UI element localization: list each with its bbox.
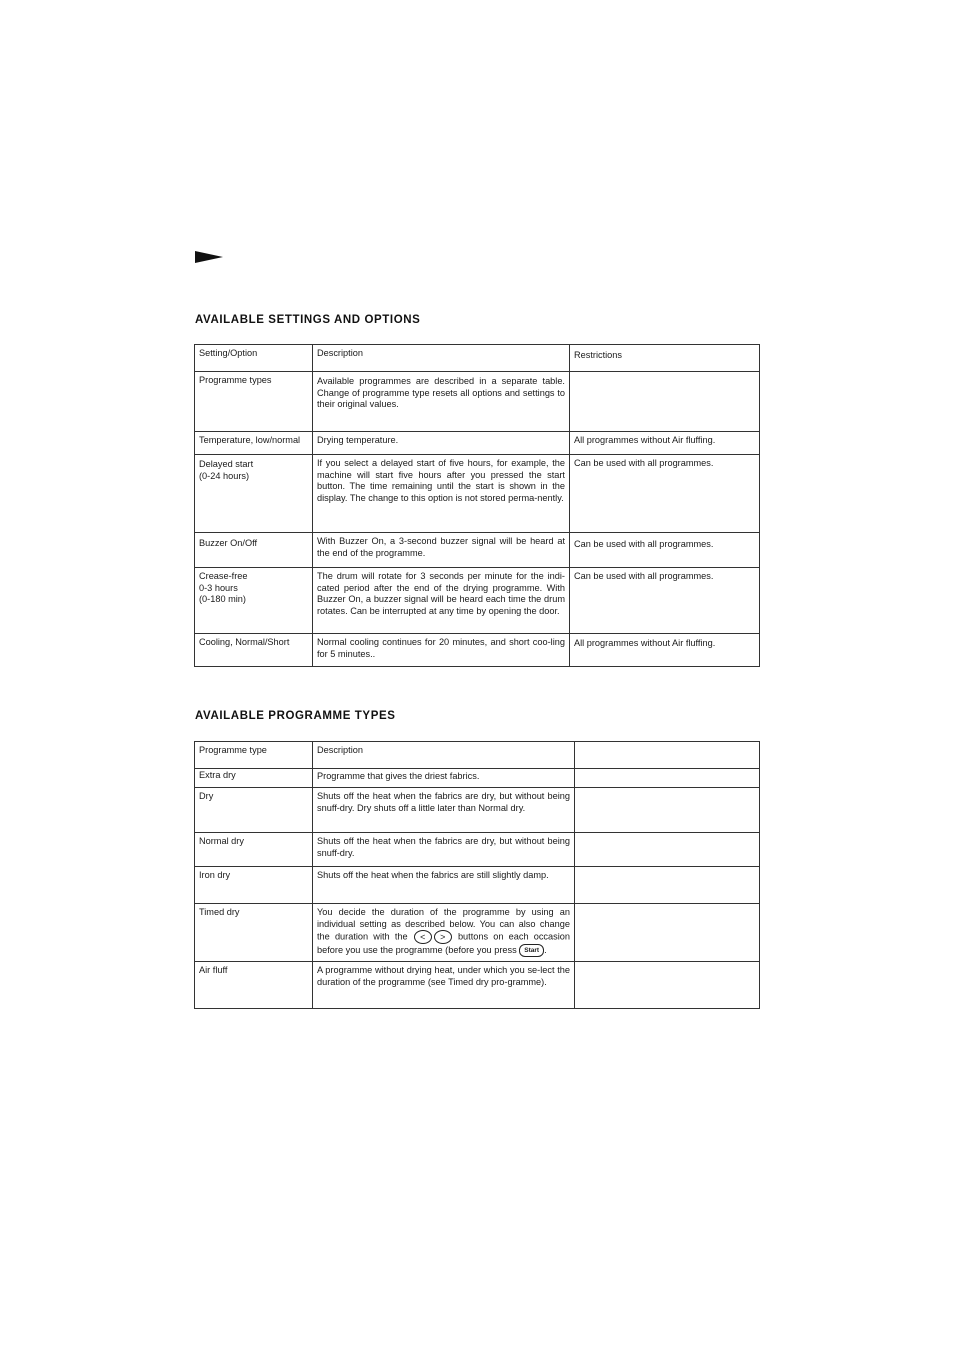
programme-type-cell: Timed dry xyxy=(195,904,313,962)
restrictions-cell: All programmes without Air fluffing. xyxy=(570,634,760,667)
table-row xyxy=(195,455,760,533)
description-cell: Drying temperature. xyxy=(313,432,570,455)
restrictions-cell xyxy=(570,372,760,432)
table-row xyxy=(195,788,760,833)
programmes-heading: AVAILABLE PROGRAMME TYPES xyxy=(195,710,396,722)
table-row xyxy=(195,634,760,667)
setting-cell: Buzzer On/Off xyxy=(195,533,313,568)
right-chevron-button-icon: > xyxy=(434,930,452,944)
description-cell: Normal cooling continues for 20 minutes, and short coo-ling for 5 minutes.. xyxy=(313,634,570,667)
description-cell: If you select a delayed start of five hours, for example, the machine will start five hours after you pressed the start button. The time remaining until the start is shown in the display. The change to this option is not stored perma-nently. xyxy=(313,455,570,533)
table-row xyxy=(195,769,760,788)
header-description: Description xyxy=(313,742,575,769)
table-row xyxy=(195,904,760,962)
restrictions-cell: Can be used with all programmes. xyxy=(570,455,760,533)
header-description: Description xyxy=(313,345,570,372)
empty-cell xyxy=(575,769,760,788)
description-cell: Shuts off the heat when the fabrics are dry, but without being snuff-dry. xyxy=(313,833,575,867)
table-row xyxy=(195,568,760,634)
programme-type-cell: Dry xyxy=(195,788,313,833)
empty-cell xyxy=(575,904,760,962)
header-programme-type: Programme type xyxy=(195,742,313,769)
empty-cell xyxy=(575,962,760,1009)
description-cell xyxy=(313,904,575,962)
arrow-pointer-icon xyxy=(195,251,223,263)
table-header-row xyxy=(195,345,760,372)
restrictions-cell: All programmes without Air fluffing. xyxy=(570,432,760,455)
setting-cell: Temperature, low/normal xyxy=(195,432,313,455)
programme-type-cell: Iron dry xyxy=(195,867,313,904)
table-row xyxy=(195,962,760,1009)
setting-cell: Delayed start (0-24 hours) xyxy=(195,455,313,533)
table-row xyxy=(195,833,760,867)
settings-heading: AVAILABLE SETTINGS AND OPTIONS xyxy=(195,314,421,326)
empty-cell xyxy=(575,788,760,833)
programme-type-cell: Normal dry xyxy=(195,833,313,867)
description-cell: Programme that gives the driest fabrics. xyxy=(313,769,575,788)
settings-table xyxy=(194,344,760,667)
description-cell: Shuts off the heat when the fabrics are dry, but without being snuff-dry. Dry shuts off a little later than Normal dry. xyxy=(313,788,575,833)
start-button-icon: Start xyxy=(519,944,544,957)
setting-cell: Programme types xyxy=(195,372,313,432)
timed-dry-text-end: . xyxy=(544,945,547,956)
header-restrictions: Restrictions xyxy=(570,345,760,372)
timed-dry-text-middle: buttons on each occasion before you use the programme (before you press xyxy=(317,931,570,956)
table-header-row xyxy=(195,742,760,769)
description-cell: Available programmes are described in a separate table. Change of programme type resets all options and settings to their original values. xyxy=(313,372,570,432)
programmes-table xyxy=(194,741,760,1009)
table-row xyxy=(195,372,760,432)
empty-cell xyxy=(575,833,760,867)
restrictions-cell: Can be used with all programmes. xyxy=(570,568,760,634)
description-cell: The drum will rotate for 3 seconds per minute for the indi-cated period after the end of the drying programme. With Buzzer On, a buzzer signal will be heard each time the drum rotates. Can be interrupted at any time by opening the door. xyxy=(313,568,570,634)
description-cell: With Buzzer On, a 3-second buzzer signal will be heard at the end of the programme. xyxy=(313,533,570,568)
header-setting: Setting/Option xyxy=(195,345,313,372)
setting-cell: Cooling, Normal/Short xyxy=(195,634,313,667)
header-empty xyxy=(575,742,760,769)
restrictions-cell: Can be used with all programmes. xyxy=(570,533,760,568)
programme-type-cell: Extra dry xyxy=(195,769,313,788)
programme-type-cell: Air fluff xyxy=(195,962,313,1009)
table-row xyxy=(195,432,760,455)
description-cell: Shuts off the heat when the fabrics are still slightly damp. xyxy=(313,867,575,904)
table-row xyxy=(195,867,760,904)
left-chevron-button-icon: < xyxy=(414,930,432,944)
table-row xyxy=(195,533,760,568)
description-cell: A programme without drying heat, under which you se-lect the duration of the programme (see Timed dry pro-gramme). xyxy=(313,962,575,1009)
setting-cell: Crease-free 0-3 hours (0-180 min) xyxy=(195,568,313,634)
timed-dry-text-start: You decide the duration of the programme by using an individual setting as described below. You can also change the duration with the xyxy=(317,907,570,942)
empty-cell xyxy=(575,867,760,904)
